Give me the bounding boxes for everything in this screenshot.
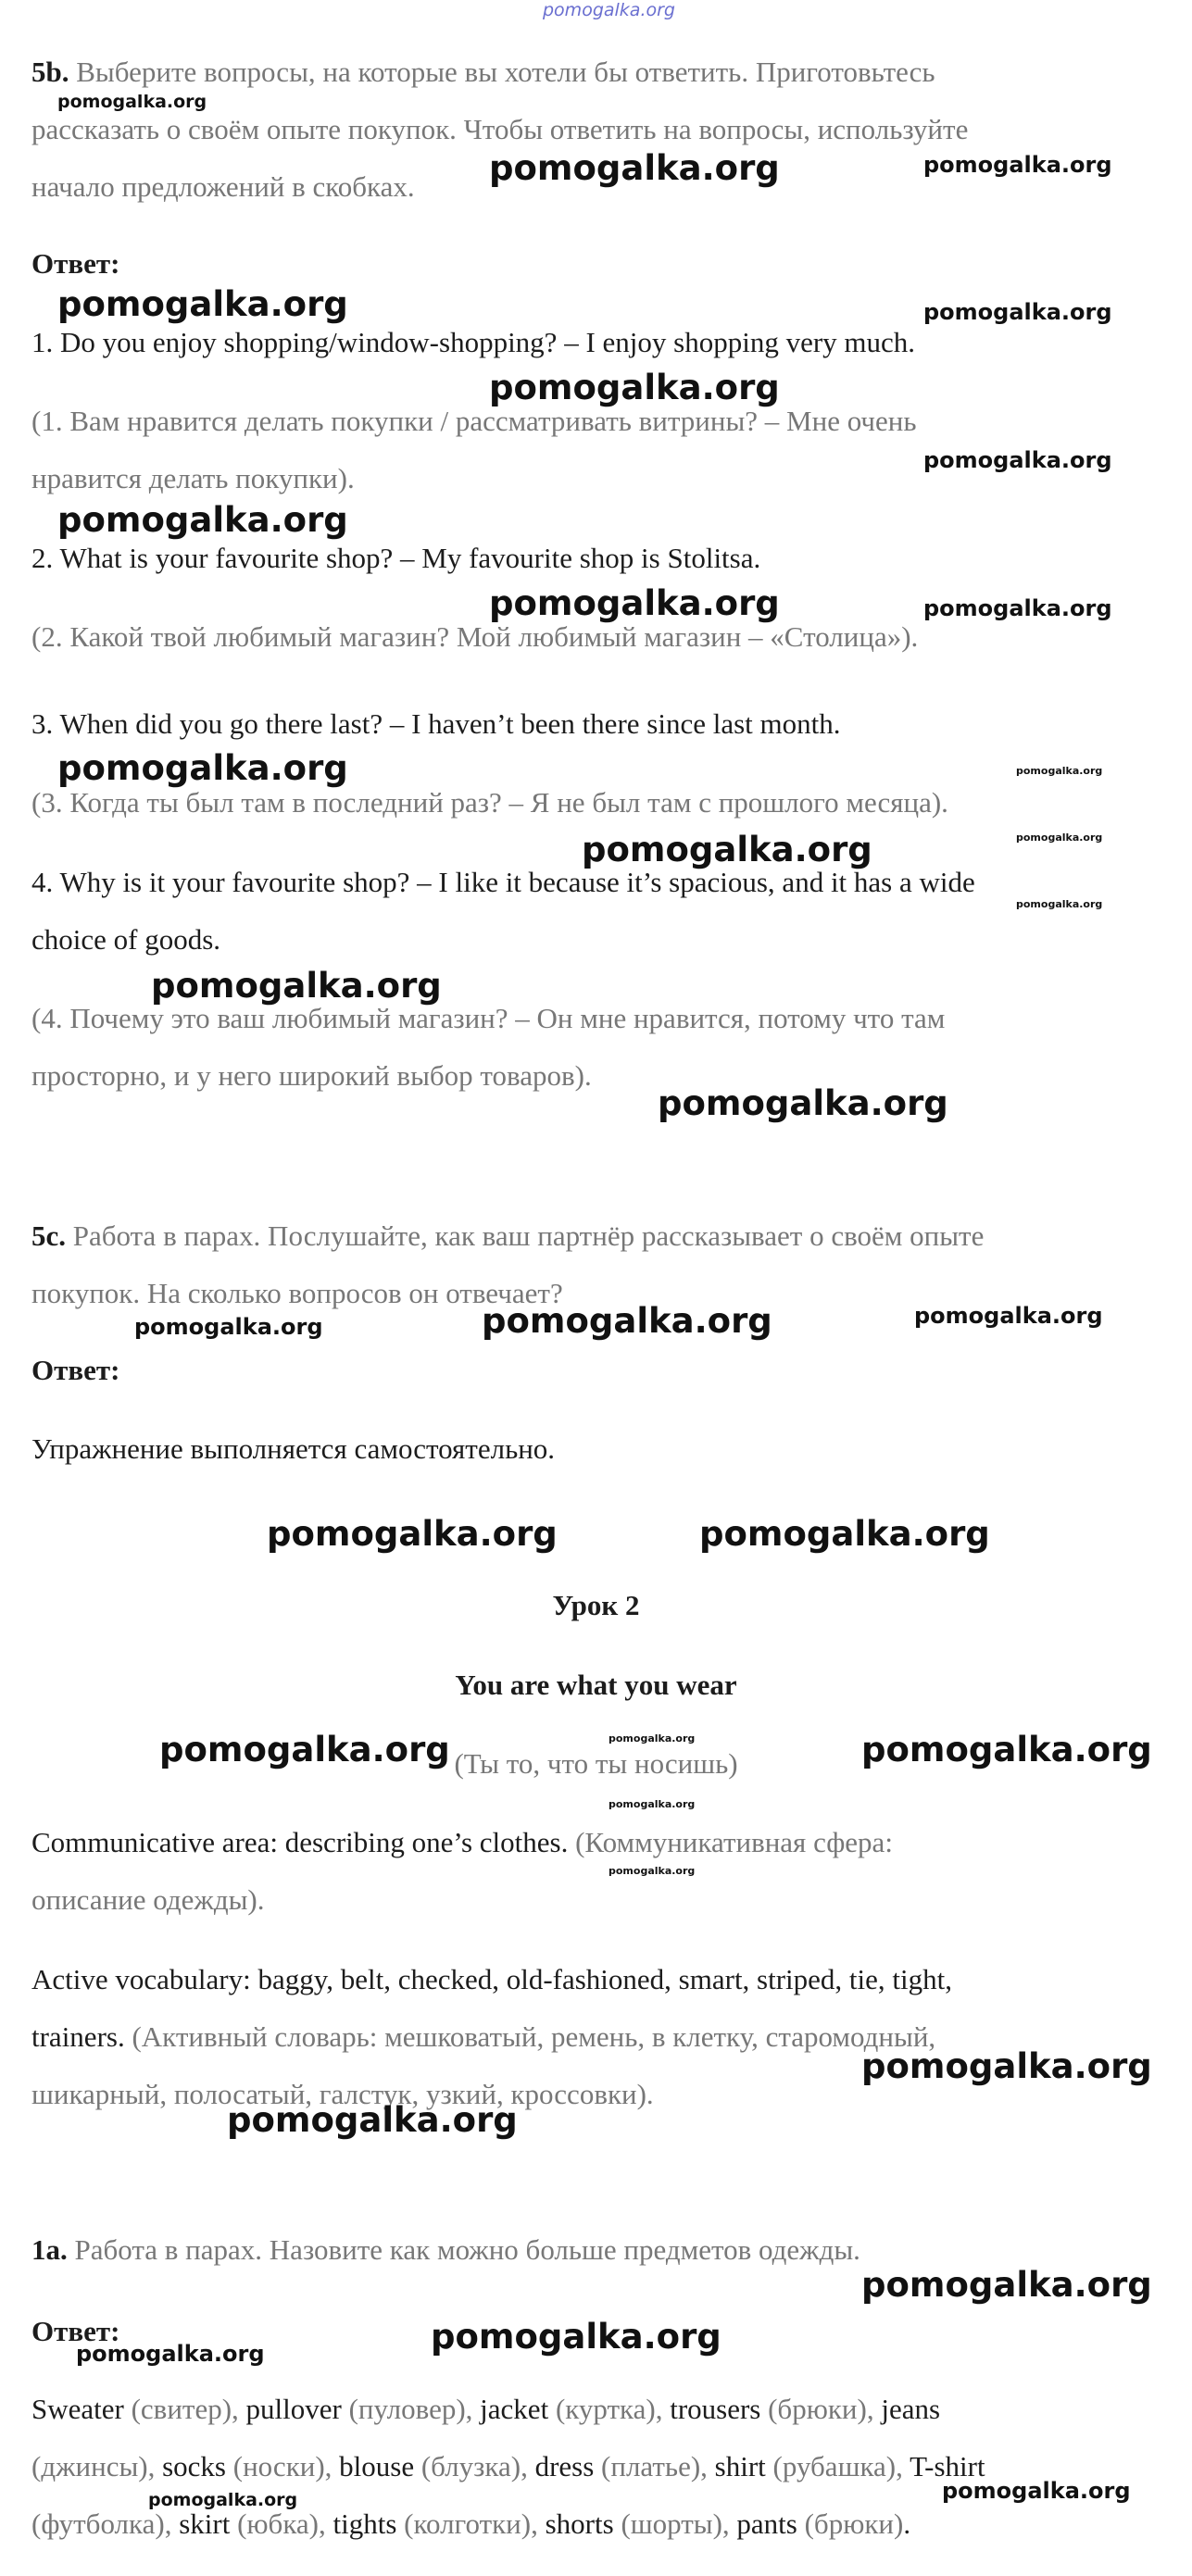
clothes-word: dress bbox=[534, 2450, 595, 2482]
clothes-word: Sweater bbox=[31, 2393, 124, 2425]
clothes-word: pullover bbox=[245, 2393, 342, 2425]
watermark: pomogalka.org bbox=[57, 748, 348, 788]
answer-label: Ответ: bbox=[31, 247, 120, 280]
answer-item-4-en-line-2: choice of goods. bbox=[31, 923, 221, 956]
answer-item-3-ru: (3. Когда ты был там в последний раз? – Я не был там с прошлого месяца). bbox=[31, 786, 948, 819]
answer-item-1-ru-line-2: нравится делать покупки). bbox=[31, 462, 355, 494]
clothes-word: jeans bbox=[881, 2393, 941, 2425]
clothes-translation: (платье), bbox=[594, 2450, 715, 2482]
watermark: pomogalka.org bbox=[861, 1730, 1152, 1769]
exercise-number: 5c. bbox=[31, 1219, 67, 1252]
watermark: pomogalka.org bbox=[923, 595, 1112, 621]
watermark: pomogalka.org bbox=[151, 966, 442, 1006]
watermark: pomogalka.org bbox=[923, 152, 1112, 178]
watermark: pomogalka.org bbox=[159, 1730, 450, 1769]
clothes-translation: (блузка), bbox=[414, 2450, 535, 2482]
watermark: pomogalka.org bbox=[57, 500, 348, 540]
clothes-translation: (шорты), bbox=[613, 2507, 737, 2540]
watermark: pomogalka.org bbox=[76, 2341, 265, 2367]
exercise-5c-task-line-1 bbox=[31, 1218, 984, 1255]
clothes-translation: (юбка), bbox=[230, 2507, 333, 2540]
clothes-word: tights bbox=[333, 2507, 397, 2540]
communicative-area-ru: (Коммуникативная сфера: bbox=[568, 1826, 893, 1858]
answer-item-4-ru-line-2: просторно, и у него широкий выбор товаров). bbox=[31, 1059, 592, 1092]
answer-item-4-ru-line-1: (4. Почему это ваш любимый магазин? – Он мне нравится, потому что там bbox=[31, 1002, 946, 1034]
answer-item-1-ru-line-1: (1. Вам нравится делать покупки / рассматривать витрины? – Мне очень bbox=[31, 405, 917, 437]
communicative-area-en: Communicative area: describing one’s clothes. bbox=[31, 1826, 569, 1858]
answer-item-2-en: 2. What is your favourite shop? – My favourite shop is Stolitsa. bbox=[31, 542, 761, 574]
answer-item-3-en: 3. When did you go there last? – I haven’t been there since last month. bbox=[31, 707, 841, 740]
exercise-number: 5b. bbox=[31, 56, 69, 88]
exercise-1a-task bbox=[31, 2232, 860, 2269]
clothes-word: blouse bbox=[339, 2450, 415, 2482]
watermark: pomogalka.org bbox=[861, 2046, 1152, 2086]
watermark: pomogalka.org bbox=[482, 1301, 772, 1341]
clothes-word: trousers bbox=[670, 2393, 761, 2425]
clothes-translation: (брюки), bbox=[760, 2393, 882, 2425]
watermark: pomogalka.org bbox=[489, 368, 780, 407]
communicative-area-line-2: описание одежды). bbox=[31, 1883, 265, 1916]
clothes-word: shirt bbox=[714, 2450, 766, 2482]
watermark: pomogalka.org bbox=[609, 1732, 696, 1744]
clothes-translation: (колготки), bbox=[396, 2507, 546, 2540]
watermark: pomogalka.org bbox=[609, 1865, 696, 1877]
watermark: pomogalka.org bbox=[923, 299, 1112, 325]
exercise-number: 1a. bbox=[31, 2233, 68, 2266]
active-vocabulary-ru: (Активный словарь: мешковатый, ремень, в клетку, старомодный, bbox=[124, 2020, 936, 2053]
exercise-5c-task-line-2: покупок. На сколько вопросов он отвечает? bbox=[31, 1277, 563, 1309]
clothes-word: jacket bbox=[480, 2393, 549, 2425]
clothes-translation: (пуловер), bbox=[341, 2393, 481, 2425]
clothes-list-line-1 bbox=[31, 2391, 940, 2428]
answer-item-1-en: 1. Do you enjoy shopping/window-shopping? – I enjoy shopping very much. bbox=[31, 326, 916, 358]
watermark: pomogalka.org bbox=[57, 284, 348, 324]
active-vocabulary-line-1: Active vocabulary: baggy, belt, checked, old-fashioned, smart, striped, tie, tight, bbox=[31, 1963, 952, 1995]
exercise-5c-answer: Упражнение выполняется самостоятельно. bbox=[31, 1432, 556, 1465]
watermark: pomogalka.org bbox=[267, 1514, 558, 1554]
clothes-translation: (джинсы), bbox=[31, 2450, 163, 2482]
clothes-translation: (свитер), bbox=[123, 2393, 246, 2425]
watermark: pomogalka.org bbox=[914, 1303, 1103, 1329]
watermark: pomogalka.org bbox=[489, 583, 780, 623]
task-text: Работа в парах. Назовите как можно больше предметов одежды. bbox=[67, 2233, 860, 2266]
watermark: pomogalka.org bbox=[134, 1314, 323, 1340]
watermark: pomogalka.org bbox=[148, 2490, 298, 2510]
watermark: pomogalka.org bbox=[658, 1083, 948, 1123]
clothes-list-line-3 bbox=[31, 2506, 910, 2543]
watermark: pomogalka.org bbox=[861, 2265, 1152, 2305]
active-vocabulary-line-2 bbox=[31, 2019, 935, 2056]
active-vocabulary-line-3: шикарный, полосатый, галстук, узкий, кроссовки). bbox=[31, 2078, 654, 2110]
clothes-word: shorts bbox=[545, 2507, 614, 2540]
clothes-word: pants bbox=[736, 2507, 797, 2540]
watermark: pomogalka.org bbox=[1016, 765, 1103, 777]
answer-item-4-en-line-1: 4. Why is it your favourite shop? – I like it because it’s spacious, and it has a wide bbox=[31, 866, 975, 898]
watermark: pomogalka.org bbox=[609, 1798, 696, 1810]
watermark: pomogalka.org bbox=[923, 447, 1112, 473]
task-text: Работа в парах. Послушайте, как ваш партнёр рассказывает о своём опыте bbox=[66, 1219, 985, 1252]
clothes-word: skirt bbox=[179, 2507, 231, 2540]
clothes-translation: (футболка), bbox=[31, 2507, 180, 2540]
watermark: pomogalka.org bbox=[431, 2317, 721, 2357]
clothes-translation: (куртка), bbox=[548, 2393, 671, 2425]
top-watermark: pomogalka.org bbox=[543, 0, 675, 20]
clothes-word: . bbox=[903, 2507, 911, 2540]
exercise-5b-task-line-3: начало предложений в скобках. bbox=[31, 170, 415, 203]
task-text: Выберите вопросы, на которые вы хотели бы ответить. Приготовьтесь bbox=[69, 56, 935, 88]
watermark: pomogalka.org bbox=[57, 92, 207, 112]
watermark: pomogalka.org bbox=[1016, 898, 1103, 910]
lesson-subtitle-translation: (Ты то, что ты носишь) bbox=[454, 1747, 738, 1780]
watermark: pomogalka.org bbox=[489, 148, 780, 188]
lesson-subtitle: You are what you wear bbox=[455, 1669, 737, 1701]
clothes-translation: (рубашка), bbox=[765, 2450, 910, 2482]
communicative-area-line-1 bbox=[31, 1824, 893, 1861]
clothes-word: socks bbox=[162, 2450, 226, 2482]
watermark: pomogalka.org bbox=[1016, 832, 1103, 844]
clothes-translation: (носки), bbox=[226, 2450, 340, 2482]
exercise-5b-task-line-2: рассказать о своём опыте покупок. Чтобы ответить на вопросы, используйте bbox=[31, 113, 969, 145]
watermark: pomogalka.org bbox=[582, 830, 872, 869]
answer-item-2-ru: (2. Какой твой любимый магазин? Мой любимый магазин – «Столица»). bbox=[31, 620, 919, 653]
watermark: pomogalka.org bbox=[699, 1514, 990, 1554]
active-vocabulary-en: trainers. bbox=[31, 2020, 125, 2053]
watermark: pomogalka.org bbox=[227, 2100, 518, 2140]
answer-label: Ответ: bbox=[31, 1354, 120, 1386]
watermark: pomogalka.org bbox=[942, 2478, 1131, 2504]
clothes-translation: (брюки) bbox=[797, 2507, 904, 2540]
clothes-word: T-shirt bbox=[910, 2450, 985, 2482]
clothes-list-line-2 bbox=[31, 2448, 985, 2485]
answer-label: Ответ: bbox=[31, 2315, 120, 2347]
exercise-5b-task-line-1 bbox=[31, 54, 935, 91]
lesson-title: Урок 2 bbox=[552, 1589, 640, 1621]
